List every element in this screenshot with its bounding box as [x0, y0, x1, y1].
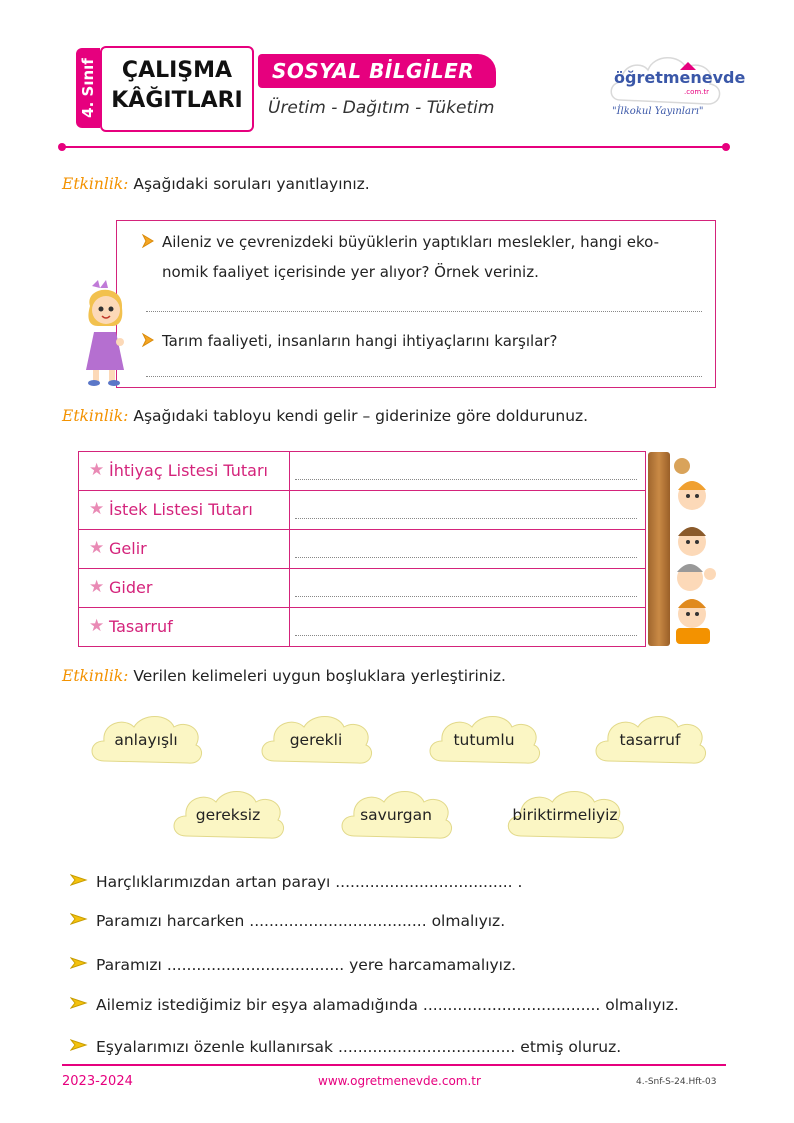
logo-slogan: "İlkokul Yayınları" [612, 106, 704, 117]
table-row [79, 608, 645, 646]
activity-1-instruction: Aşağıdaki soruları yanıtlayınız. [133, 175, 370, 193]
sentence-3 [96, 956, 516, 974]
star-icon: ★ [89, 538, 105, 558]
table-row [79, 491, 645, 530]
table-row [79, 452, 645, 491]
word-cloud[interactable] [590, 711, 710, 769]
header-divider [62, 146, 726, 148]
pencil-bullet-icon [70, 911, 90, 927]
arrow-bullet-icon [141, 234, 155, 248]
footer-code: 4.-Snf-S-24.Hft-03 [636, 1077, 717, 1087]
word-cloud[interactable] [168, 786, 288, 844]
sentence-text: olmalıyız. [431, 912, 506, 930]
activity-label: Etkinlik: [62, 407, 129, 425]
subject-banner [258, 54, 496, 88]
sentence-text: Ailemiz istediğimiz bir eşya alamadığında [96, 996, 418, 1014]
sentence-1 [96, 873, 522, 891]
activity-label: Etkinlik: [62, 667, 129, 685]
pencil-bullet-icon [70, 1037, 90, 1053]
sentence-text: Paramızı [96, 956, 162, 974]
grade-tab [76, 48, 100, 128]
wooden-post [648, 452, 670, 646]
title-line-1: ÇALIŞMA [121, 58, 233, 83]
activity-2-instruction: Aşağıdaki tabloyu kendi gelir – giderinize göre doldurunuz. [133, 407, 589, 425]
word-label: gereksiz [195, 806, 261, 824]
word-cloud[interactable] [424, 711, 544, 769]
question-1-line-2: nomik faaliyet içerisinde yer alıyor? Örnek veriniz. [162, 263, 539, 281]
title-box [100, 46, 254, 132]
sentence-blank[interactable]: .................................... [335, 873, 513, 891]
kids-illustration [668, 456, 720, 646]
word-cloud[interactable] [502, 786, 628, 844]
sentence-2 [96, 912, 505, 930]
title-line-2: KÂĞITLARI [111, 88, 243, 113]
girl-illustration [76, 272, 134, 388]
answer-cell[interactable] [295, 608, 645, 646]
sentence-text: etmiş oluruz. [520, 1038, 622, 1056]
activity-2-heading [62, 407, 588, 425]
sentence-text: yere harcamamalıyız. [349, 956, 517, 974]
word-cloud[interactable] [336, 786, 456, 844]
arrow-bullet-icon [141, 333, 155, 347]
word-label: savurgan [360, 806, 432, 824]
answer-cell[interactable] [295, 569, 645, 607]
topic-title: Üretim - Dağıtım - Tüketim [268, 98, 495, 118]
sentence-blank[interactable]: .................................... [337, 1038, 516, 1056]
table-row [79, 569, 645, 608]
word-cloud[interactable] [86, 711, 206, 769]
footer-divider [62, 1064, 726, 1066]
sentence-text: . [517, 873, 523, 891]
row-label: Tasarruf [109, 617, 173, 636]
word-label: biriktirmeliyiz [512, 806, 618, 824]
table-row [79, 530, 645, 569]
answer-line-2[interactable] [146, 376, 702, 377]
row-label: Gider [109, 578, 153, 597]
row-label: Gelir [109, 539, 147, 558]
activity-label: Etkinlik: [62, 175, 129, 193]
pencil-bullet-icon [70, 955, 90, 971]
sentence-text: Paramızı harcarken [96, 912, 245, 930]
budget-table [78, 451, 646, 647]
sentence-blank[interactable]: .................................... [166, 956, 345, 974]
activity-1-heading [62, 175, 370, 193]
sentence-5 [96, 1038, 621, 1056]
divider-dot [58, 143, 66, 151]
star-icon: ★ [89, 460, 105, 480]
word-label: gerekli [289, 731, 343, 749]
star-icon: ★ [89, 577, 105, 597]
row-label: İhtiyaç Listesi Tutarı [109, 461, 268, 480]
sentence-blank[interactable]: .................................... [249, 912, 427, 930]
word-label: anlayışlı [114, 731, 178, 749]
answer-cell[interactable] [295, 452, 645, 490]
star-icon: ★ [89, 499, 105, 519]
sentence-text: olmalıyız. [605, 996, 679, 1014]
sentence-blank[interactable]: .................................... [422, 996, 601, 1014]
word-cloud[interactable] [256, 711, 376, 769]
sentence-4 [96, 996, 679, 1014]
answer-cell[interactable] [295, 491, 645, 529]
publisher-logo [606, 48, 746, 128]
answer-cell[interactable] [295, 530, 645, 568]
sentence-text: Harçlıklarımızdan artan parayı [96, 873, 331, 891]
sentence-text: Eşyalarımızı özenle kullanırsak [96, 1038, 334, 1056]
question-2-text: Tarım faaliyeti, insanların hangi ihtiyaçlarını karşılar? [162, 332, 558, 350]
logo-domain: .com.tr [684, 88, 710, 96]
question-1-line-1: Aileniz ve çevrenizdeki büyüklerin yaptıkları meslekler, hangi eko- [162, 233, 659, 251]
pencil-bullet-icon [70, 995, 90, 1011]
row-label: İstek Listesi Tutarı [109, 500, 253, 519]
answer-line-1[interactable] [146, 311, 702, 312]
subject-title: SOSYAL BİLGİLER [272, 59, 475, 83]
footer-year: 2023-2024 [62, 1074, 133, 1089]
grade-label: 4. Sınıf [79, 58, 97, 118]
pencil-bullet-icon [70, 872, 90, 888]
activity-3-heading [62, 667, 506, 685]
activity-3-instruction: Verilen kelimeleri uygun boşluklara yerleştiriniz. [133, 667, 506, 685]
logo-name: öğretmenevde [614, 68, 746, 87]
star-icon: ★ [89, 616, 105, 636]
footer-website[interactable]: www.ogretmenevde.com.tr [318, 1074, 481, 1088]
divider-dot [722, 143, 730, 151]
word-label: tutumlu [453, 731, 515, 749]
word-label: tasarruf [619, 731, 681, 749]
